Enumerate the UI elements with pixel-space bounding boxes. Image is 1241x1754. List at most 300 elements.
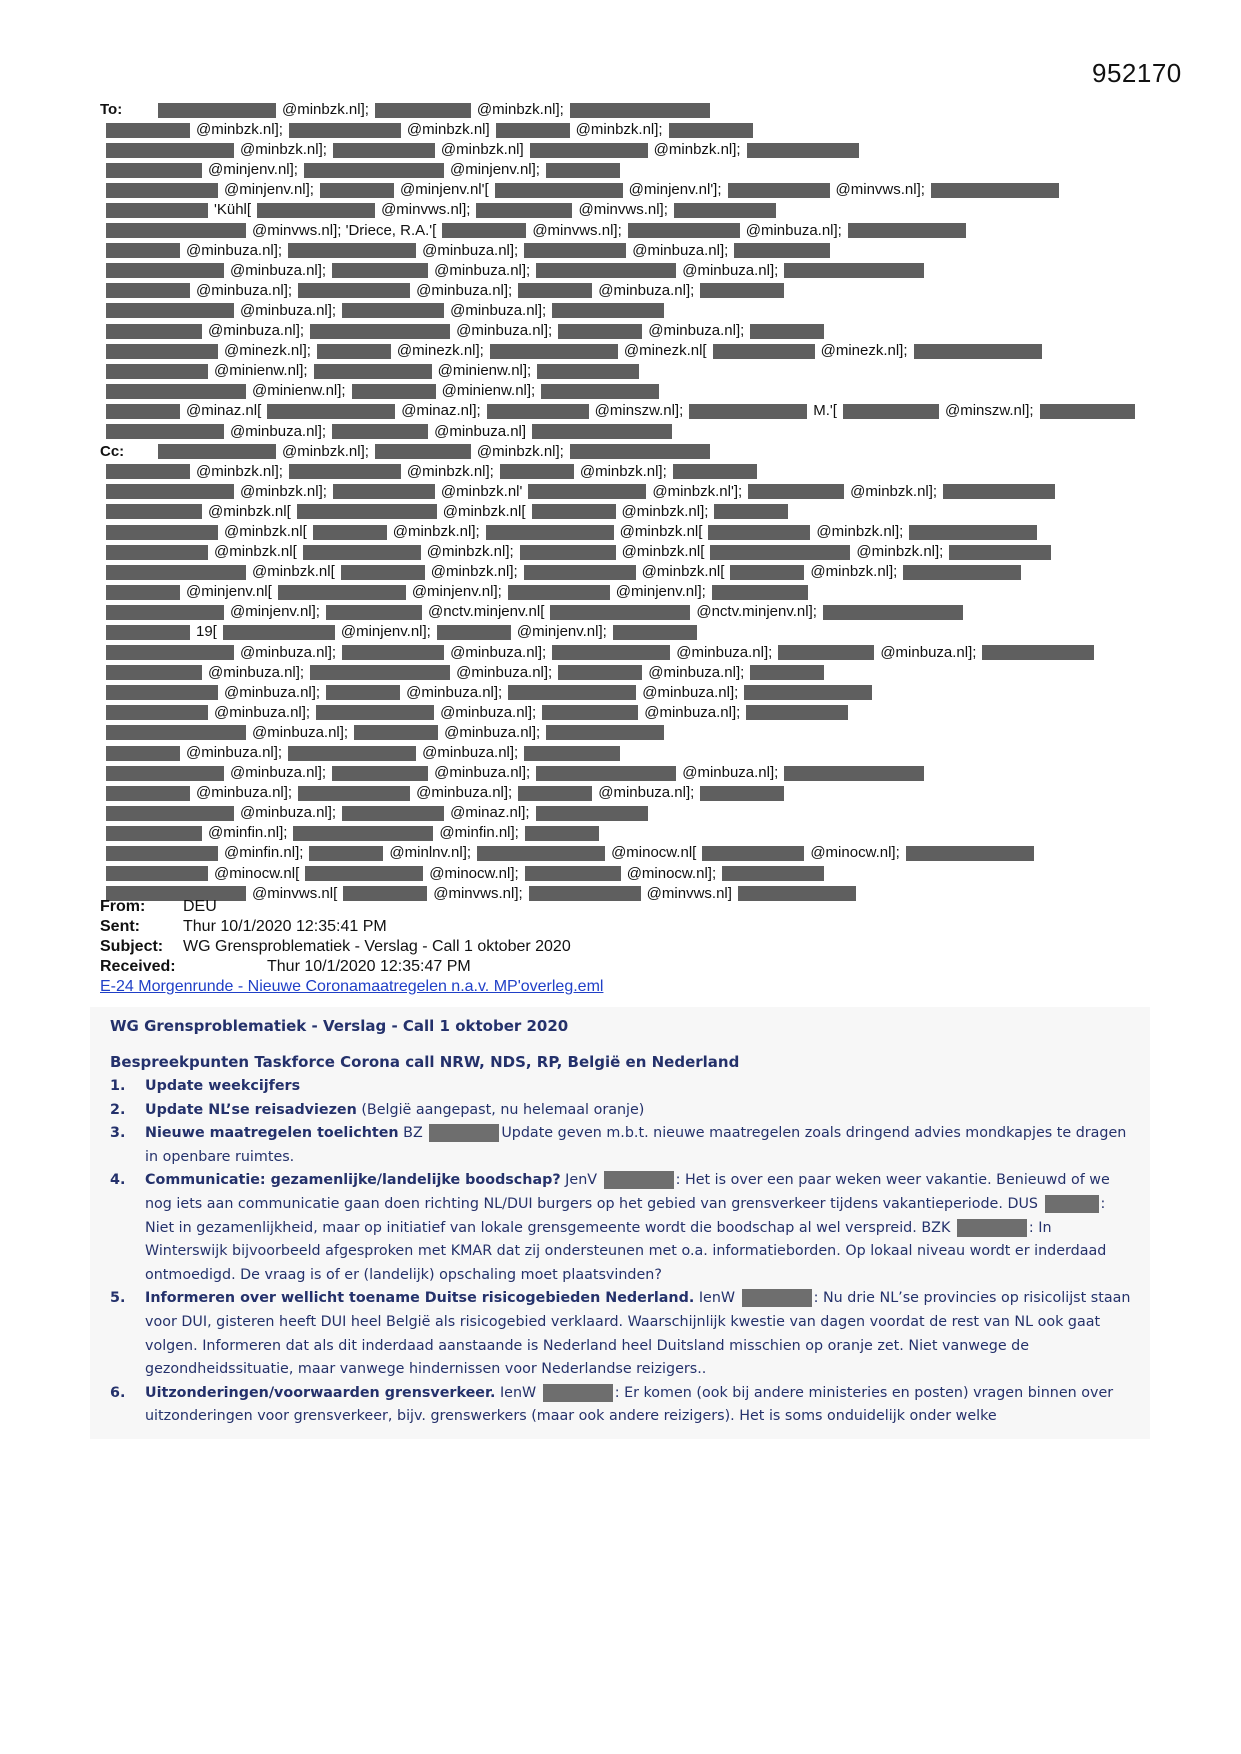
redaction-block	[689, 404, 807, 419]
agenda-item	[90, 1287, 1150, 1381]
recipient-address: @minvws.nl];	[835, 181, 925, 199]
redaction-block	[541, 384, 659, 399]
recipient-address: @minbzk.nl'	[440, 482, 523, 500]
recipient-address: @minbzk.nl]	[406, 121, 490, 139]
recipient-address: @minbzk.nl];	[282, 101, 369, 118]
redaction-block	[106, 303, 234, 318]
recipient-address: @minienw.nl];	[437, 362, 532, 380]
body-subtitle: Bespreekpunten Taskforce Corona call NRW, NDS, RP, België en Nederland	[110, 1053, 740, 1071]
redaction-block	[313, 525, 387, 540]
recipient-address: @nctv.minjenv.nl];	[696, 603, 817, 621]
redaction-block	[106, 404, 180, 419]
body-title: WG Grensproblematiek - Verslag - Call 1 oktober 2020	[110, 1017, 569, 1035]
redaction-block	[843, 404, 939, 419]
redaction-block	[543, 1384, 613, 1402]
recipient-row	[100, 281, 1135, 301]
redaction-block	[490, 344, 618, 359]
redaction-block	[310, 324, 450, 339]
recipient-address: @minbzk.nl];	[476, 101, 564, 118]
redaction-block	[552, 303, 664, 318]
recipient-address: @minbuza.nl];	[456, 322, 553, 340]
recipient-address: @minbuza.nl];	[456, 663, 553, 681]
redaction-block	[267, 404, 395, 419]
recipient-address: @minbzk.nl];	[196, 462, 283, 480]
redaction-block	[442, 223, 526, 238]
redaction-block	[570, 103, 710, 118]
redaction-block	[333, 143, 435, 158]
document-number: 952170	[1092, 58, 1182, 88]
recipient-address: @minbuza.nl];	[434, 764, 531, 782]
agenda-item-text: : Niet in gezamenlijkheid, maar op initiatief van lokale grensgemeente wordt die boodschap al wel verspreid. BZK	[145, 1195, 1106, 1236]
agenda-item-number: 1.	[110, 1078, 126, 1094]
recipient-row	[100, 422, 1135, 442]
redaction-block	[106, 826, 202, 841]
redaction-block	[106, 123, 190, 138]
redaction-block	[437, 625, 511, 640]
recipient-address: @minjenv.nl];	[230, 603, 320, 621]
recipient-address: @minbuza.nl];	[644, 703, 741, 721]
recipient-address: @minbuza.nl];	[208, 322, 305, 340]
redaction-block	[106, 545, 208, 560]
recipient-address: @minbuza.nl];	[682, 764, 779, 782]
redaction-block	[106, 263, 224, 278]
recipient-row	[100, 562, 1135, 582]
redaction-block	[957, 1219, 1027, 1237]
recipient-address: @minbzk.nl[	[621, 543, 705, 561]
redaction-block	[486, 525, 614, 540]
recipient-row	[100, 683, 1135, 703]
redaction-block	[613, 625, 697, 640]
redaction-block	[744, 685, 872, 700]
redaction-block	[536, 263, 676, 278]
redaction-block	[341, 565, 425, 580]
recipient-row	[100, 763, 1135, 783]
recipient-address: @minbzk.nl[	[252, 563, 335, 581]
recipient-address: @minbzk.nl[	[619, 522, 703, 540]
redaction-block	[106, 806, 234, 821]
agenda-item-text: : In Winterswijk bijvoorbeeld afgesproken met KMAR dat zij ondersteunen met o.a. informatieborden. Op lokaal niveau wordt er inderdaad ontmoedigd. De vraag is of er (landelijk) opschaling moet plaatsvinden?	[145, 1219, 1107, 1283]
redaction-block	[628, 223, 740, 238]
recipient-address: @minezk.nl];	[224, 342, 311, 360]
from-label: From:	[100, 898, 146, 915]
redaction-block	[528, 484, 646, 499]
subject-value: WG Grensproblematiek - Verslag - Call 1 oktober 2020	[183, 938, 571, 955]
recipient-address: @minbuza.nl];	[214, 703, 311, 721]
redaction-block	[326, 685, 400, 700]
redaction-block	[508, 685, 636, 700]
redaction-block	[317, 344, 391, 359]
redaction-block	[326, 605, 422, 620]
agenda-item	[90, 1382, 1150, 1429]
recipient-address: @minbuza.nl];	[230, 764, 327, 782]
redaction-block	[748, 484, 844, 499]
recipient-address: @minjenv.nl];	[411, 583, 502, 601]
redaction-block	[106, 685, 218, 700]
recipient-row	[100, 502, 1135, 522]
recipient-address: @minbzk.nl];	[392, 522, 480, 540]
recipient-address: @minbzk.nl[	[208, 502, 291, 520]
recipient-address: @minfin.nl];	[439, 824, 519, 842]
redaction-block	[106, 384, 246, 399]
redaction-block	[537, 364, 639, 379]
redaction-block	[106, 283, 190, 298]
recipient-address: @minezk.nl];	[396, 342, 484, 360]
recipient-address: @minbuza.nl];	[230, 261, 327, 279]
subject-label: Subject:	[100, 938, 164, 955]
recipient-address: 'Kühl[	[214, 201, 252, 219]
redaction-block	[742, 1289, 812, 1307]
recipient-address: @minbzk.nl];	[426, 543, 514, 561]
redaction-block	[558, 665, 642, 680]
redaction-block	[546, 163, 620, 178]
recipient-address: @minszw.nl];	[594, 402, 684, 420]
redaction-block	[106, 484, 234, 499]
recipient-address: @minbuza.nl];	[416, 784, 513, 802]
redaction-block	[106, 364, 208, 379]
redaction-block	[106, 585, 180, 600]
recipient-row	[100, 341, 1135, 361]
redaction-block	[604, 1171, 674, 1189]
agenda-item-number: 3.	[110, 1125, 126, 1142]
recipient-address: @minbuza.nl];	[208, 663, 305, 681]
redaction-block	[342, 806, 444, 821]
subject-row	[100, 937, 603, 957]
redaction-block	[289, 123, 401, 138]
agenda-item-text: IenW	[694, 1290, 740, 1307]
redaction-block	[746, 705, 848, 720]
recipient-address: @minbzk.nl[	[214, 543, 297, 561]
redaction-block	[943, 484, 1055, 499]
redaction-block	[906, 846, 1034, 861]
recipient-address: @minbuza.nl];	[648, 663, 745, 681]
redaction-block	[304, 163, 444, 178]
recipient-address: @minbzk.nl];	[621, 502, 709, 520]
redaction-block	[223, 625, 335, 640]
recipient-address: @minbuza.nl];	[450, 643, 547, 661]
recipients-block	[100, 100, 1135, 904]
recipient-address: @minbuza.nl];	[880, 643, 977, 661]
agenda-item	[90, 1099, 1150, 1123]
recipient-address: @minbuza.nl];	[440, 703, 537, 721]
agenda-item-text: Update geven m.b.t. nieuwe maatregelen zoals dringend advies mondkapjes te dragen in openbare ruimtes.	[145, 1125, 1127, 1165]
redaction-block	[546, 725, 664, 740]
recipient-address: @minbuza.nl];	[240, 804, 337, 822]
recipient-row	[100, 140, 1135, 160]
redaction-block	[550, 605, 690, 620]
recipient-address: @minfin.nl];	[224, 844, 304, 862]
recipient-address: @minbuza.nl];	[434, 261, 531, 279]
redaction-block	[298, 786, 410, 801]
recipient-address: @minbuza.nl];	[676, 643, 773, 661]
redaction-block	[532, 424, 672, 439]
redaction-block	[673, 464, 757, 479]
recipient-address: @minbzk.nl];	[240, 482, 327, 500]
agenda-item-heading: Communicatie: gezamenlijke/landelijke boodschap?	[145, 1172, 561, 1189]
recipient-row	[100, 803, 1135, 823]
recipient-address: @minbuza.nl];	[240, 643, 337, 661]
recipient-row	[100, 663, 1135, 683]
redaction-block	[713, 344, 815, 359]
redaction-block	[293, 826, 433, 841]
redaction-block	[333, 484, 435, 499]
agenda-item-number: 6.	[110, 1384, 126, 1401]
recipient-address: @minaz.nl];	[450, 804, 530, 822]
recipient-address: @minvws.nl];	[381, 201, 471, 219]
recipient-address: @minbzk.nl];	[406, 462, 494, 480]
recipient-address: @minbzk.nl];	[240, 141, 327, 159]
redaction-block	[750, 665, 824, 680]
redaction-block	[342, 303, 444, 318]
recipient-row	[100, 120, 1135, 140]
redaction-block	[106, 163, 202, 178]
redaction-block	[310, 665, 450, 680]
recipient-address: @minocw.nl];	[429, 864, 519, 882]
recipient-address: @minbzk.nl[	[224, 522, 307, 540]
redaction-block	[500, 464, 574, 479]
recipient-address: @minocw.nl];	[810, 844, 900, 862]
recipient-address: @minvws.nl]; 'Driece, R.A.'[	[252, 221, 437, 239]
redaction-block	[106, 665, 202, 680]
redaction-block	[532, 504, 616, 519]
recipient-address: @minjenv.nl'];	[628, 181, 722, 199]
redaction-block	[524, 565, 636, 580]
agenda-item-text: : Nu drie NL’se provincies op risicolijst staan voor DUI, gisteren heeft DUI heel België als risicogebied verklaard. Waarschijnlijk kwestie van dagen voordat de rest van NL ook gaat volgen. Informeren dat als dit inderdaad aanstaande is Nederland heel Duitsland misschien op oranje zet. Niet vanwege de gezondheidssituatie, maar vanwege hindernissen voor Nederlandse reizigers..	[145, 1290, 1131, 1378]
redaction-block	[518, 283, 592, 298]
recipient-address: @minfin.nl];	[208, 824, 288, 842]
redaction-block	[288, 243, 416, 258]
recipient-row	[100, 482, 1135, 502]
recipient-address: @minbuza.nl]	[434, 422, 527, 440]
recipient-address: @minienw.nl];	[214, 362, 308, 380]
agenda-item-heading: Uitzonderingen/voorwaarden grensverkeer.	[145, 1384, 496, 1401]
agenda-item-text: : Het is over een paar weken weer vakantie. Benieuwd of we nog iets aan communicatie gaan doen richting NL/DUI burgers op het gebied van grensverkeer tijdens vakantieperiode. DUS	[145, 1172, 1110, 1212]
recipient-address: @minvws.nl]	[646, 884, 732, 902]
recipient-address: @minjenv.nl];	[449, 161, 540, 179]
recipient-address: @minvws.nl];	[433, 884, 523, 902]
recipient-address: @minbzk.nl[	[442, 502, 526, 520]
redaction-block	[106, 725, 246, 740]
redaction-block	[714, 504, 788, 519]
agenda-item-number: 4.	[110, 1172, 126, 1189]
recipient-address: @minbuza.nl];	[648, 322, 745, 340]
agenda-item-number: 2.	[110, 1101, 126, 1118]
recipient-address: @minbuza.nl];	[230, 422, 327, 440]
recipient-address: @minjenv.nl];	[516, 623, 607, 641]
agenda-item	[90, 1075, 1150, 1099]
recipient-row	[100, 522, 1135, 542]
redaction-block	[712, 585, 808, 600]
redaction-block	[949, 545, 1051, 560]
agenda-item-text: BZ	[398, 1125, 428, 1142]
email-metadata	[100, 897, 603, 997]
redaction-block	[914, 344, 1042, 359]
recipient-address: @minszw.nl];	[944, 402, 1034, 420]
recipient-address: 19[	[196, 623, 217, 641]
agenda-item-text: (België aangepast, nu helemaal oranje)	[356, 1101, 645, 1118]
recipient-address: @minaz.nl[	[186, 402, 262, 420]
redaction-block	[734, 243, 830, 258]
attachment-link[interactable]: E-24 Morgenrunde - Nieuwe Coronamaatregelen n.a.v. MP'overleg.eml	[100, 978, 604, 995]
redaction-block	[750, 324, 824, 339]
recipient-row	[100, 843, 1135, 863]
redaction-block	[700, 283, 784, 298]
redaction-block	[106, 645, 234, 660]
recipient-address: @minbzk.nl[	[641, 563, 725, 581]
attachment-row	[100, 977, 603, 997]
redaction-block	[354, 725, 438, 740]
recipient-address: @minjenv.nl'[	[399, 181, 489, 199]
redaction-block	[106, 565, 246, 580]
redaction-block	[106, 746, 180, 761]
redaction-block	[778, 645, 874, 660]
redaction-block	[1040, 404, 1135, 419]
redaction-block	[903, 565, 1021, 580]
recipient-address: @minbzk.nl];	[196, 121, 283, 139]
recipient-row	[100, 301, 1135, 321]
recipient-address: @minjenv.nl[	[186, 583, 272, 601]
redaction-block	[674, 203, 776, 218]
recipient-row	[100, 160, 1135, 180]
recipient-address: @minbuza.nl];	[196, 281, 293, 299]
recipient-address: @minbuza.nl];	[422, 241, 519, 259]
redaction-block	[342, 645, 444, 660]
recipient-address: @minjenv.nl];	[340, 623, 431, 641]
redaction-block	[552, 645, 670, 660]
redaction-block	[106, 866, 208, 881]
redaction-block	[106, 324, 202, 339]
redaction-block	[495, 183, 623, 198]
redaction-block	[558, 324, 642, 339]
redaction-block	[708, 525, 810, 540]
to-label: To:	[100, 101, 123, 119]
redaction-block	[710, 545, 850, 560]
redaction-block	[158, 103, 276, 118]
redaction-block	[375, 444, 471, 459]
redaction-block	[700, 786, 784, 801]
redaction-block	[106, 504, 202, 519]
recipient-address: @minbzk.nl]	[440, 141, 524, 159]
agenda-item-text: JenV	[560, 1172, 602, 1189]
sent-row	[100, 917, 603, 937]
redaction-block	[314, 364, 432, 379]
redaction-block	[542, 705, 638, 720]
redaction-block	[487, 404, 589, 419]
redaction-block	[518, 786, 592, 801]
recipient-row	[100, 703, 1135, 723]
redaction-block	[297, 504, 437, 519]
redaction-block	[106, 223, 246, 238]
recipient-row	[100, 180, 1135, 200]
recipient-row	[100, 100, 1135, 120]
received-row	[100, 957, 603, 977]
agenda-item	[90, 1122, 1150, 1169]
redaction-block	[106, 846, 218, 861]
redaction-block	[823, 605, 963, 620]
recipient-address: @minvws.nl[	[252, 884, 338, 902]
recipient-row	[100, 622, 1135, 642]
recipient-address: @minienw.nl];	[252, 382, 346, 400]
from-value: DEU	[183, 898, 217, 915]
recipient-address: @nctv.minjenv.nl[	[427, 603, 545, 621]
recipient-address: @minbzk.nl];	[810, 563, 898, 581]
recipient-address: @minbuza.nl];	[450, 301, 547, 319]
redaction-block	[909, 525, 1037, 540]
redaction-block	[305, 866, 423, 881]
recipient-address: @minbuza.nl];	[598, 784, 695, 802]
redaction-block	[536, 806, 648, 821]
recipient-address: @minocw.nl[	[611, 844, 697, 862]
recipient-row	[100, 864, 1135, 884]
received-value: Thur 10/1/2020 12:35:47 PM	[267, 958, 471, 975]
recipient-address: @minvws.nl];	[578, 201, 668, 219]
recipient-address: @minlnv.nl];	[389, 844, 472, 862]
redaction-block	[298, 283, 410, 298]
redaction-block	[524, 746, 620, 761]
redaction-block	[257, 203, 375, 218]
recipient-row	[100, 361, 1135, 381]
sent-value: Thur 10/1/2020 12:35:41 PM	[183, 918, 387, 935]
recipient-address: @minbuza.nl];	[745, 221, 842, 239]
recipient-address: @minbuza.nl];	[444, 723, 541, 741]
redaction-block	[106, 525, 218, 540]
redaction-block	[728, 183, 830, 198]
recipient-row	[100, 602, 1135, 622]
recipient-address: @minbzk.nl'];	[652, 482, 743, 500]
agenda-item-heading: Informeren over wellicht toename Duitse risicogebieden Nederland.	[145, 1290, 695, 1307]
redaction-block	[982, 645, 1094, 660]
redaction-block	[278, 585, 406, 600]
recipient-row	[100, 743, 1135, 763]
redaction-block	[332, 263, 428, 278]
redaction-block	[303, 545, 421, 560]
recipient-row	[100, 462, 1135, 482]
redaction-block	[525, 826, 599, 841]
redaction-block	[669, 123, 753, 138]
redaction-block	[520, 545, 616, 560]
redaction-block	[106, 605, 224, 620]
recipient-row	[100, 442, 1135, 462]
recipient-row	[100, 221, 1135, 241]
redaction-block	[375, 103, 471, 118]
recipient-address: @minjenv.nl];	[208, 161, 298, 179]
redaction-block	[496, 123, 570, 138]
agenda-list	[90, 1075, 1150, 1439]
redaction-block	[477, 846, 605, 861]
recipient-row	[100, 261, 1135, 281]
from-row	[100, 897, 603, 917]
redaction-block	[738, 886, 856, 901]
recipient-row	[100, 542, 1135, 562]
redaction-block	[730, 565, 804, 580]
redaction-block	[106, 344, 218, 359]
redaction-block	[530, 143, 648, 158]
redaction-block	[316, 705, 434, 720]
recipient-row	[100, 200, 1135, 220]
recipient-address: @minbuza.nl];	[406, 683, 503, 701]
recipient-address: @minezk.nl[	[623, 342, 707, 360]
recipient-address: @minbuza.nl];	[682, 261, 779, 279]
email-body	[90, 1007, 1150, 1439]
recipient-address: @minbuza.nl];	[642, 683, 739, 701]
redaction-block	[106, 625, 190, 640]
recipient-address: @minocw.nl];	[626, 864, 717, 882]
recipient-address: @minbuza.nl];	[252, 723, 349, 741]
received-label: Received:	[100, 958, 176, 975]
redaction-block	[106, 766, 224, 781]
recipient-row	[100, 401, 1135, 421]
recipient-address: @minbzk.nl];	[575, 121, 663, 139]
recipient-address: @minbuza.nl];	[224, 683, 321, 701]
